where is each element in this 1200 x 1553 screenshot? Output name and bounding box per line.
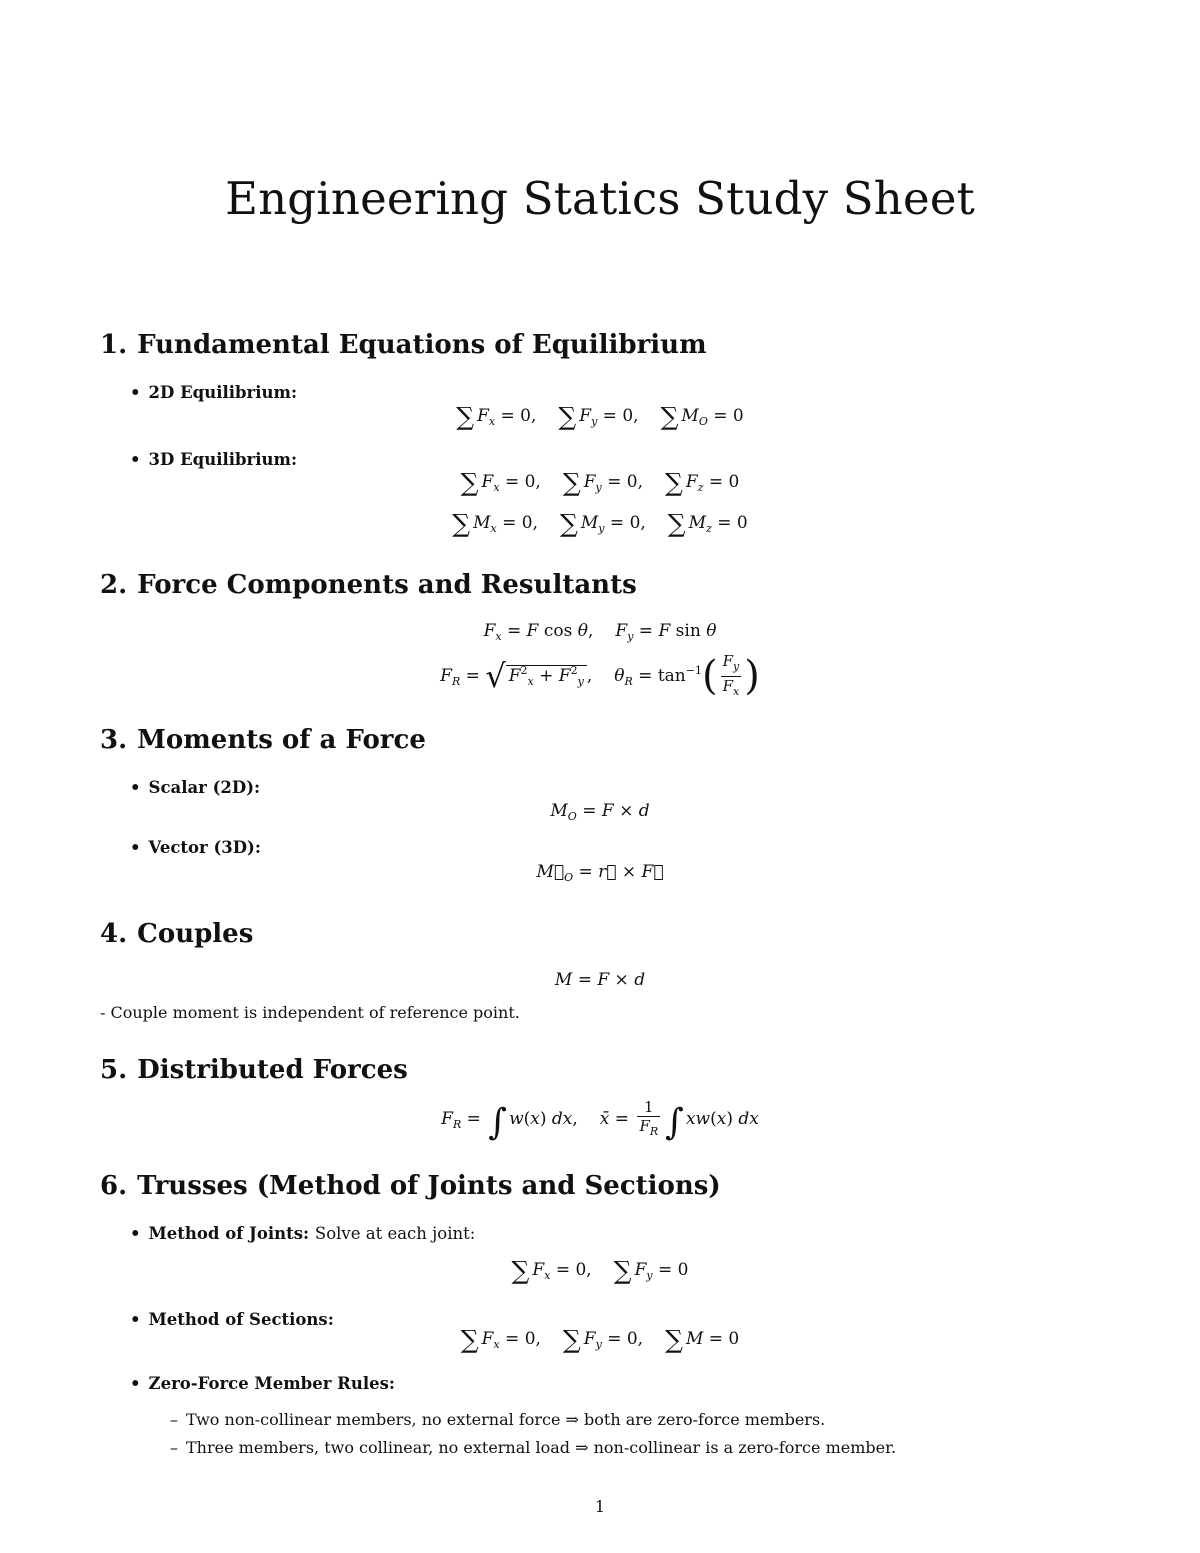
sub-list-item: – Two non-collinear members, no external force ⇒ both are zero-force members. (170, 1410, 826, 1429)
equation-resultant: $F_R$ = √ $F^2_x + F^2_y$ , $\theta_R = \tan^{-1}$( $\frac{F_y}{F_x}$ ) (440, 652, 760, 699)
list-item: • Vector (3D): (130, 838, 261, 857)
list-item: • Method of Sections: (130, 1310, 334, 1329)
equation-scalar-moment: $M_O = F \times d$ (550, 801, 650, 823)
equation-couple: M = F × d (554, 970, 646, 990)
section-heading: 2. Force Components and Resultants (100, 570, 637, 600)
equation-distributed-force: $F_R$ = ∫ w(x) dx, x̄ = $\frac{1}{F_R}$ ∫ xw(x) dx (441, 1098, 759, 1143)
equation-sections: ∑ $F_x = 0$, ∑ $F_y = 0$, ∑ M = 0 (460, 1325, 740, 1354)
list-item: • 2D Equilibrium: (130, 383, 298, 402)
equation-vector-moment: $M⃗_O$ = r⃗ × F⃗ (536, 862, 664, 884)
equation-2d-equilibrium: ∑ $F_x = 0$, ∑ $F_y = 0$, ∑ $M_O = 0$ (456, 402, 744, 431)
page-title: Engineering Statics Study Sheet (225, 172, 975, 225)
list-item: • 3D Equilibrium: (130, 450, 298, 469)
section-heading: 4. Couples (100, 919, 254, 949)
equation-3d-moment: ∑ $M_x = 0$, ∑ $M_y = 0$, ∑ $M_z = 0$ (452, 509, 748, 538)
section-heading: 1. Fundamental Equations of Equilibrium (100, 330, 707, 360)
list-item: • Method of Joints: Solve at each joint: (130, 1224, 476, 1243)
page-number: 1 (594, 1497, 606, 1516)
section-heading: 5. Distributed Forces (100, 1055, 408, 1085)
sub-list-item: – Three members, two collinear, no external load ⇒ non-collinear is a zero-force member. (170, 1438, 897, 1457)
equation-force-components: $F_x = F$ cos θ, $F_y = F$ sin θ (483, 621, 717, 643)
note-text: - Couple moment is independent of reference point. (100, 1003, 520, 1022)
section-heading: 6. Trusses (Method of Joints and Sections) (100, 1171, 721, 1201)
equation-joints: ∑ $F_x = 0$, ∑ $F_y = 0$ (511, 1256, 689, 1285)
list-item: • Scalar (2D): (130, 778, 261, 797)
section-heading: 3. Moments of a Force (100, 725, 426, 755)
equation-3d-force: ∑ $F_x = 0$, ∑ $F_y = 0$, ∑ $F_z = 0$ (460, 468, 740, 497)
list-item: • Zero-Force Member Rules: (130, 1374, 395, 1393)
